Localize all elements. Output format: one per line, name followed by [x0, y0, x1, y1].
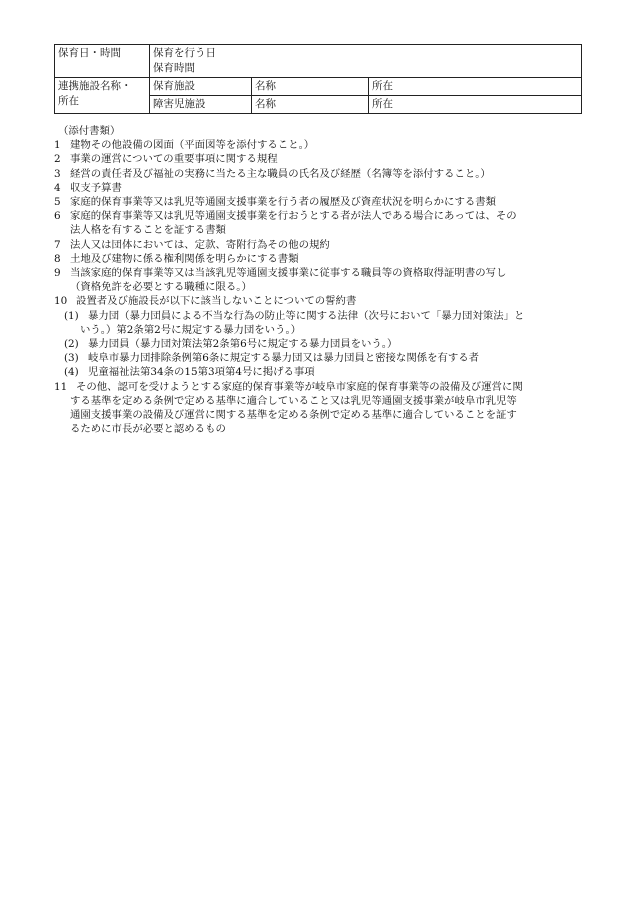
sublist-item	[54, 365, 584, 379]
item-text: 法人又は団体においては、定款、寄附行為その他の規約	[70, 238, 330, 251]
item-continuation: 法人格を有することを証する書類	[70, 224, 226, 237]
item-text: 当該家庭的保育事業等又は当該乳児等通園支援事業に従事する職員等の資格取得証明書の写し	[70, 267, 507, 280]
item-text: 建物その他設備の図面（平面図等を添付すること。）	[70, 139, 315, 152]
item-text: 事業の運営についての重要事項に関する規程	[70, 153, 278, 166]
sublist-item	[54, 351, 584, 365]
subitem-text: 児童福祉法第34条の15第3項第4号に掲げる事項	[88, 366, 315, 379]
disability-location-label: 所在	[369, 96, 582, 114]
subitem-number: (1)	[64, 309, 79, 322]
item-text: 土地及び建物に係る権利関係を明らかにする書類	[70, 252, 299, 265]
nursery-name-label: 名称	[252, 78, 369, 96]
table-row-partner-nursery	[55, 78, 582, 96]
item-text: 家庭的保育事業等又は乳児等通園支援事業を行う者の履歴及び資産状況を明らかにする書類	[70, 196, 497, 209]
table-row-schedule	[55, 45, 582, 78]
nursery-facility-label: 保育施設	[150, 78, 252, 96]
item-text: 収支予算書	[70, 181, 122, 194]
list-item	[54, 294, 584, 308]
item-text: 家庭的保育事業等又は乳児等通園支援事業を行おうとする者が法人である場合にあっては、その	[70, 210, 517, 223]
item-text: 経営の責任者及び福祉の実務に当たる主な職員の氏名及び経歴（名簿等を添付すること。）	[70, 167, 491, 180]
nursery-location-label: 所在	[369, 78, 582, 96]
list-item	[54, 181, 584, 195]
attachment-heading: （添付書類）	[58, 125, 121, 137]
list-item	[54, 209, 584, 223]
subitem-number: (2)	[64, 338, 79, 351]
subitem-number: (4)	[64, 366, 79, 379]
item-number: 6	[54, 210, 61, 223]
item-text: 設置者及び施設長が以下に該当しないことについての誓約書	[76, 295, 357, 308]
schedule-label: 保育日・時間	[55, 45, 150, 78]
sublist	[54, 309, 584, 380]
item-number: 10	[54, 295, 68, 308]
care-hours-label: 保育時間	[153, 62, 195, 74]
item-text: その他、認可を受けようとする家庭的保育事業等が岐阜市家庭的保育事業等の設備及び運営に関	[76, 380, 523, 393]
list-item	[54, 238, 584, 252]
subitem-text: 暴力団員（暴力団対策法第2条第6号に規定する暴力団員をいう。）	[88, 338, 398, 351]
list-item	[54, 252, 584, 266]
item-number: 5	[54, 196, 61, 209]
list-item	[54, 266, 584, 280]
item-continuation: るために市長が必要と認めるもの	[70, 423, 226, 436]
partner-label-line2: 所在	[58, 95, 79, 107]
sublist-item	[54, 309, 584, 323]
attachment-list	[54, 124, 584, 436]
disability-facility-label: 障害児施設	[150, 96, 252, 114]
item-number: 4	[54, 181, 61, 194]
item-number: 1	[54, 139, 61, 152]
item-continuation: （資格免許を必要とする職種に限る。）	[70, 281, 252, 294]
item-number: 7	[54, 238, 61, 251]
subitem-continuation: いう。）第2条第2号に規定する暴力団をいう。）	[80, 323, 302, 336]
partner-facility-label	[55, 78, 150, 114]
subitem-number: (3)	[64, 352, 79, 365]
disability-name-label: 名称	[252, 96, 369, 114]
care-days-label: 保育を行う日	[153, 47, 216, 59]
item-number: 11	[54, 380, 68, 393]
list-item	[54, 167, 584, 181]
item-continuation: 通園支援事業の設備及び運営に関する基準を定める条例で定める基準に適合していることを証す	[70, 409, 517, 422]
list-item	[54, 195, 584, 209]
list-item	[54, 152, 584, 166]
item-number: 8	[54, 252, 61, 265]
item-number: 3	[54, 167, 61, 180]
application-table	[54, 44, 582, 114]
item-number: 9	[54, 267, 61, 280]
sublist-item	[54, 337, 584, 351]
schedule-cell	[150, 45, 582, 78]
list-item	[54, 380, 584, 394]
item-number: 2	[54, 153, 61, 166]
subitem-text: 暴力団（暴力団員による不当な行為の防止等に関する法律（次号において「暴力団対策法」と	[88, 309, 525, 322]
item-continuation: する基準を定める条例で定める基準に適合していること又は乳児等通園支援事業が岐阜市乳児等	[70, 394, 517, 407]
partner-label-line1: 連携施設名称・	[58, 80, 132, 92]
subitem-text: 岐阜市暴力団排除条例第6条に規定する暴力団又は暴力団員と密接な関係を有する者	[88, 352, 480, 365]
list-item	[54, 138, 584, 152]
